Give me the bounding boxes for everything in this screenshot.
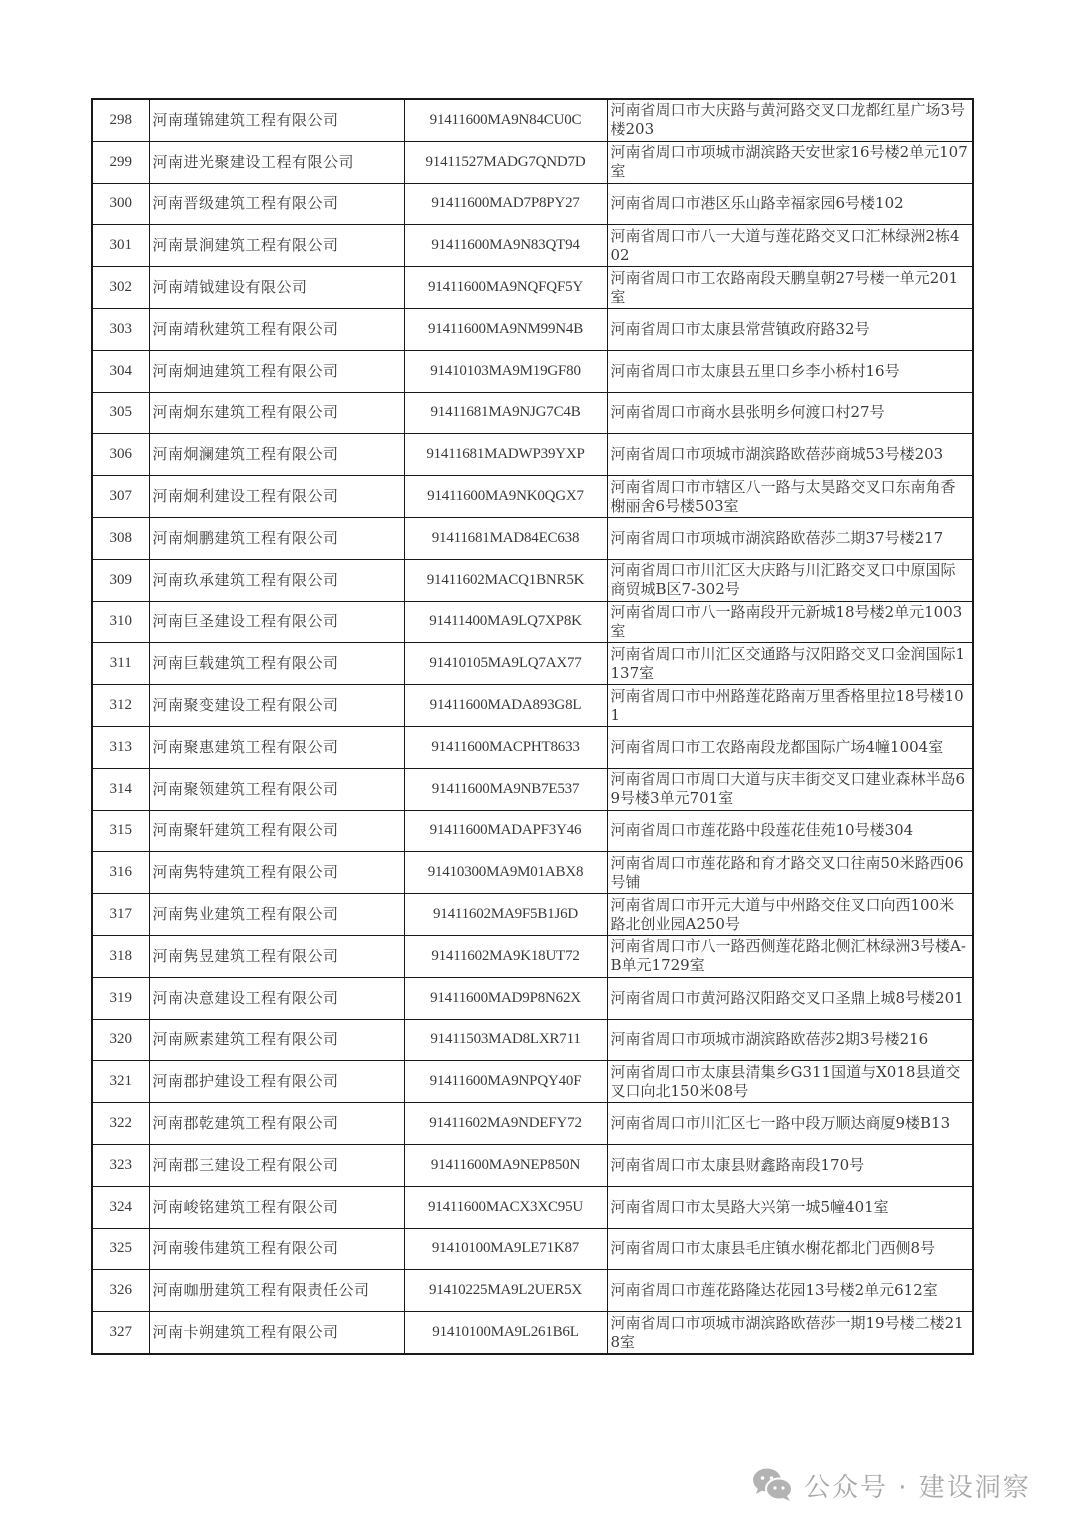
credit-code: 91410100MA9L261B6L: [404, 1312, 607, 1354]
company-address: 河南省周口市中州路莲花路南万里香格里拉18号楼101: [607, 685, 973, 727]
credit-code: 91411600MACPHT8633: [404, 726, 607, 768]
company-name: 河南玖承建筑工程有限公司: [149, 559, 404, 601]
company-address: 河南省周口市市辖区八一路与太昊路交叉口东南角香榭丽舍6号楼503室: [607, 476, 973, 518]
watermark: [752, 1463, 1031, 1507]
table-body: [92, 99, 973, 1354]
company-name: 河南聚轩建筑工程有限公司: [149, 810, 404, 852]
credit-code: 91411602MA9NDEFY72: [404, 1103, 607, 1145]
company-name: 河南咖册建筑工程有限责任公司: [149, 1270, 404, 1312]
table-row: [92, 1019, 973, 1061]
company-name: 河南靖钺建设有限公司: [149, 267, 404, 309]
table-row: [92, 350, 973, 392]
company-address: 河南省周口市大庆路与黄河路交叉口龙都红星广场3号楼203: [607, 99, 973, 141]
table-row: [92, 1144, 973, 1186]
company-name: 河南景涧建筑工程有限公司: [149, 225, 404, 267]
credit-code: 91411600MA9NB7E537: [404, 768, 607, 810]
table-row: [92, 559, 973, 601]
company-name: 河南峻铭建筑工程有限公司: [149, 1186, 404, 1228]
company-address: 河南省周口市太康县毛庄镇水榭花都北门西侧8号: [607, 1228, 973, 1270]
company-address: 河南省周口市八一路西侧莲花路北侧汇林绿洲3号楼A-B单元1729室: [607, 935, 973, 977]
row-number: 313: [92, 726, 149, 768]
credit-code: 91410225MA9L2UER5X: [404, 1270, 607, 1312]
table-row: [92, 308, 973, 350]
credit-code: 91411600MA9N83QT94: [404, 225, 607, 267]
company-address: 河南省周口市川汇区大庆路与川汇路交叉口中原国际商贸城B区7-302号: [607, 559, 973, 601]
table-row: [92, 1228, 973, 1270]
company-address: 河南省周口市开元大道与中州路交住叉口向西100米路北创业园A250号: [607, 894, 973, 936]
row-number: 325: [92, 1228, 149, 1270]
table-row: [92, 225, 973, 267]
row-number: 310: [92, 601, 149, 643]
company-name: 河南炯东建筑工程有限公司: [149, 392, 404, 434]
table-row: [92, 768, 973, 810]
credit-code: 91411600MA9N84CU0C: [404, 99, 607, 141]
row-number: 321: [92, 1061, 149, 1103]
credit-code: 91410103MA9M19GF80: [404, 350, 607, 392]
credit-code: 91410105MA9LQ7AX77: [404, 643, 607, 685]
credit-code: 91411527MADG7QND7D: [404, 141, 607, 183]
table-row: [92, 643, 973, 685]
company-name: 河南隽特建筑工程有限公司: [149, 852, 404, 894]
table-row: [92, 685, 973, 727]
table-row: [92, 99, 973, 141]
company-address: 河南省周口市周口大道与庆丰街交叉口建业森林半岛69号楼3单元701室: [607, 768, 973, 810]
company-name: 河南厥素建筑工程有限公司: [149, 1019, 404, 1061]
credit-code: 91411602MA9K18UT72: [404, 935, 607, 977]
company-address: 河南省周口市太康县常营镇政府路32号: [607, 308, 973, 350]
company-registry-table: [91, 98, 974, 1355]
row-number: 327: [92, 1312, 149, 1354]
row-number: 309: [92, 559, 149, 601]
table-row: [92, 1270, 973, 1312]
company-address: 河南省周口市莲花路和育才路交叉口往南50米路西06号铺: [607, 852, 973, 894]
company-name: 河南瑾锦建筑工程有限公司: [149, 99, 404, 141]
company-name: 河南隽业建筑工程有限公司: [149, 894, 404, 936]
company-address: 河南省周口市太康县财鑫路南段170号: [607, 1144, 973, 1186]
table-row: [92, 434, 973, 476]
company-address: 河南省周口市太康县五里口乡李小桥村16号: [607, 350, 973, 392]
company-address: 河南省周口市川汇区交通路与汉阳路交叉口金润国际1137室: [607, 643, 973, 685]
company-name: 河南炯迪建筑工程有限公司: [149, 350, 404, 392]
row-number: 300: [92, 183, 149, 225]
row-number: 303: [92, 308, 149, 350]
company-name: 河南炯鹏建筑工程有限公司: [149, 517, 404, 559]
row-number: 324: [92, 1186, 149, 1228]
company-name: 河南聚惠建筑工程有限公司: [149, 726, 404, 768]
company-name: 河南骏伟建筑工程有限公司: [149, 1228, 404, 1270]
credit-code: 91411600MA9NPQY40F: [404, 1061, 607, 1103]
company-name: 河南进光聚建设工程有限公司: [149, 141, 404, 183]
company-address: 河南省周口市港区乐山路幸福家园6号楼102: [607, 183, 973, 225]
company-address: 河南省周口市项城市湖滨路欧蓓莎一期19号楼二楼218室: [607, 1312, 973, 1354]
row-number: 314: [92, 768, 149, 810]
table-row: [92, 977, 973, 1019]
company-name: 河南聚领建筑工程有限公司: [149, 768, 404, 810]
company-address: 河南省周口市项城市湖滨路天安世家16号楼2单元107室: [607, 141, 973, 183]
credit-code: 91411600MA9NM99N4B: [404, 308, 607, 350]
row-number: 312: [92, 685, 149, 727]
table-row: [92, 1186, 973, 1228]
company-address: 河南省周口市川汇区七一路中段万顺达商厦9楼B13: [607, 1103, 973, 1145]
company-name: 河南靖秋建筑工程有限公司: [149, 308, 404, 350]
row-number: 299: [92, 141, 149, 183]
company-address: 河南省周口市莲花路隆达花园13号楼2单元612室: [607, 1270, 973, 1312]
table-row: [92, 517, 973, 559]
company-address: 河南省周口市项城市湖滨路欧蓓莎二期37号楼217: [607, 517, 973, 559]
row-number: 315: [92, 810, 149, 852]
table-row: [92, 392, 973, 434]
row-number: 308: [92, 517, 149, 559]
company-address: 河南省周口市项城市湖滨路欧蓓莎2期3号楼216: [607, 1019, 973, 1061]
company-address: 河南省周口市八一路南段开元新城18号楼2单元1003室: [607, 601, 973, 643]
row-number: 320: [92, 1019, 149, 1061]
row-number: 301: [92, 225, 149, 267]
credit-code: 91411600MAD9P8N62X: [404, 977, 607, 1019]
credit-code: 91411600MAD7P8PY27: [404, 183, 607, 225]
row-number: 305: [92, 392, 149, 434]
company-address: 河南省周口市太昊路大兴第一城5幢401室: [607, 1186, 973, 1228]
credit-code: 91410300MA9M01ABX8: [404, 852, 607, 894]
row-number: 302: [92, 267, 149, 309]
company-address: 河南省周口市莲花路中段莲花佳苑10号楼304: [607, 810, 973, 852]
credit-code: 91411600MA9NQFQF5Y: [404, 267, 607, 309]
company-name: 河南晋级建筑工程有限公司: [149, 183, 404, 225]
table-row: [92, 1103, 973, 1145]
company-name: 河南决意建设工程有限公司: [149, 977, 404, 1019]
table-row: [92, 141, 973, 183]
table-row: [92, 1312, 973, 1354]
credit-code: 91411600MA9NK0QGX7: [404, 476, 607, 518]
company-address: 河南省周口市黄河路汉阳路交叉口圣鼎上城8号楼201: [607, 977, 973, 1019]
credit-code: 91411400MA9LQ7XP8K: [404, 601, 607, 643]
company-name: 河南郡乾建筑工程有限公司: [149, 1103, 404, 1145]
company-name: 河南炯利建设工程有限公司: [149, 476, 404, 518]
company-address: 河南省周口市工农路南段天鹏皇朝27号楼一单元201室: [607, 267, 973, 309]
row-number: 316: [92, 852, 149, 894]
wechat-icon: [752, 1467, 794, 1503]
credit-code: 91411681MAD84EC638: [404, 517, 607, 559]
table-row: [92, 935, 973, 977]
table-row: [92, 894, 973, 936]
company-name: 河南炯澜建筑工程有限公司: [149, 434, 404, 476]
row-number: 307: [92, 476, 149, 518]
company-name: 河南郡护建设工程有限公司: [149, 1061, 404, 1103]
company-name: 河南巨载建筑工程有限公司: [149, 643, 404, 685]
credit-code: 91411681MA9NJG7C4B: [404, 392, 607, 434]
table-row: [92, 1061, 973, 1103]
company-name: 河南巨圣建设工程有限公司: [149, 601, 404, 643]
table-row: [92, 726, 973, 768]
row-number: 326: [92, 1270, 149, 1312]
row-number: 304: [92, 350, 149, 392]
credit-code: 91411600MACX3XC95U: [404, 1186, 607, 1228]
credit-code: 91411503MAD8LXR711: [404, 1019, 607, 1061]
company-name: 河南卡朔建筑工程有限公司: [149, 1312, 404, 1354]
company-address: 河南省周口市商水县张明乡何渡口村27号: [607, 392, 973, 434]
credit-code: 91411600MA9NEP850N: [404, 1144, 607, 1186]
row-number: 311: [92, 643, 149, 685]
table-row: [92, 476, 973, 518]
company-address: 河南省周口市八一大道与莲花路交叉口汇林绿洲2栋402: [607, 225, 973, 267]
table-row: [92, 183, 973, 225]
credit-code: 91411681MADWP39YXP: [404, 434, 607, 476]
row-number: 323: [92, 1144, 149, 1186]
row-number: 317: [92, 894, 149, 936]
credit-code: 91411602MACQ1BNR5K: [404, 559, 607, 601]
row-number: 298: [92, 99, 149, 141]
credit-code: 91411602MA9F5B1J6D: [404, 894, 607, 936]
company-address: 河南省周口市太康县清集乡G311国道与X018县道交叉口向北150米08号: [607, 1061, 973, 1103]
watermark-label: 公众号 · 建设洞察: [804, 1472, 1031, 1503]
row-number: 319: [92, 977, 149, 1019]
credit-code: 91410100MA9LE71K87: [404, 1228, 607, 1270]
row-number: 322: [92, 1103, 149, 1145]
row-number: 318: [92, 935, 149, 977]
company-name: 河南郡三建设工程有限公司: [149, 1144, 404, 1186]
table-row: [92, 601, 973, 643]
table-row: [92, 852, 973, 894]
table-row: [92, 810, 973, 852]
company-name: 河南聚变建设工程有限公司: [149, 685, 404, 727]
credit-code: 91411600MADA893G8L: [404, 685, 607, 727]
company-address: 河南省周口市项城市湖滨路欧蓓莎商城53号楼203: [607, 434, 973, 476]
table-row: [92, 267, 973, 309]
credit-code: 91411600MADAPF3Y46: [404, 810, 607, 852]
company-name: 河南隽昱建筑工程有限公司: [149, 935, 404, 977]
row-number: 306: [92, 434, 149, 476]
company-address: 河南省周口市工农路南段龙都国际广场4幢1004室: [607, 726, 973, 768]
